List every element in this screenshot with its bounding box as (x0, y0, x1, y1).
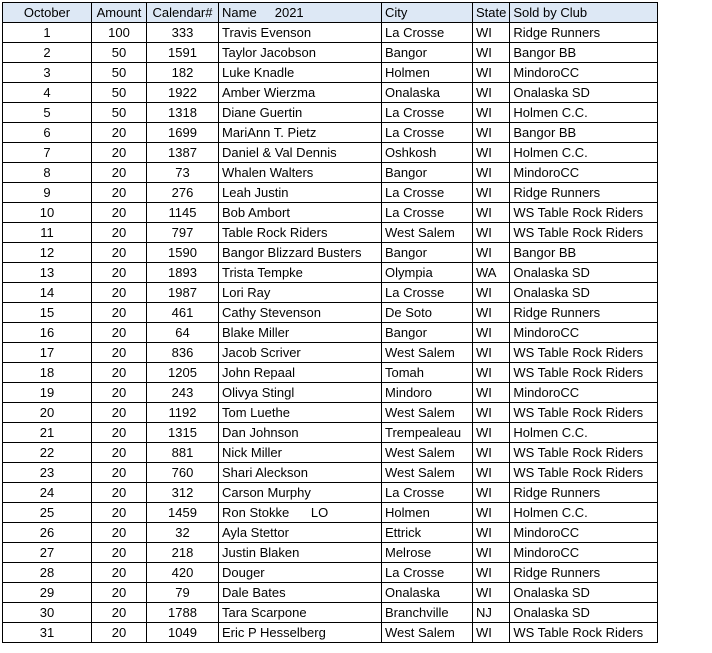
cell-calendar: 1590 (147, 243, 219, 263)
cell-state: WI (473, 203, 510, 223)
cell-calendar: 79 (147, 583, 219, 603)
cell-day: 11 (3, 223, 92, 243)
cell-day: 20 (3, 403, 92, 423)
cell-state: WI (473, 103, 510, 123)
cell-day: 12 (3, 243, 92, 263)
cell-city: Tomah (382, 363, 473, 383)
cell-day: 31 (3, 623, 92, 643)
cell-amount: 20 (92, 203, 147, 223)
cell-club: WS Table Rock Riders (510, 403, 658, 423)
cell-state: WI (473, 463, 510, 483)
cell-city: De Soto (382, 303, 473, 323)
cell-city: Ettrick (382, 523, 473, 543)
cell-amount: 20 (92, 123, 147, 143)
cell-amount: 20 (92, 303, 147, 323)
cell-name: Table Rock Riders (219, 223, 382, 243)
table-row (3, 63, 658, 83)
cell-day: 7 (3, 143, 92, 163)
cell-calendar: 1192 (147, 403, 219, 423)
cell-calendar: 797 (147, 223, 219, 243)
cell-day: 30 (3, 603, 92, 623)
cell-name: Eric P Hesselberg (219, 623, 382, 643)
table-row (3, 223, 658, 243)
cell-club: WS Table Rock Riders (510, 363, 658, 383)
cell-city: La Crosse (382, 283, 473, 303)
cell-state: WI (473, 63, 510, 83)
cell-name: Tara Scarpone (219, 603, 382, 623)
table-row (3, 23, 658, 43)
cell-name: Blake Miller (219, 323, 382, 343)
cell-day: 1 (3, 23, 92, 43)
cell-state: WI (473, 243, 510, 263)
header-club: Sold by Club (510, 3, 658, 23)
cell-calendar: 1699 (147, 123, 219, 143)
cell-calendar: 32 (147, 523, 219, 543)
cell-club: Ridge Runners (510, 303, 658, 323)
cell-name: Olivya Stingl (219, 383, 382, 403)
cell-club: Bangor BB (510, 43, 658, 63)
cell-club: Holmen C.C. (510, 143, 658, 163)
cell-city: La Crosse (382, 123, 473, 143)
cell-city: Bangor (382, 43, 473, 63)
cell-state: WI (473, 623, 510, 643)
table-row (3, 423, 658, 443)
table-row (3, 583, 658, 603)
cell-amount: 20 (92, 383, 147, 403)
cell-city: La Crosse (382, 203, 473, 223)
cell-city: West Salem (382, 463, 473, 483)
cell-amount: 50 (92, 63, 147, 83)
cell-name: Leah Justin (219, 183, 382, 203)
cell-calendar: 1145 (147, 203, 219, 223)
cell-amount: 20 (92, 363, 147, 383)
table-row (3, 323, 658, 343)
table-row (3, 283, 658, 303)
table-row (3, 243, 658, 263)
cell-day: 23 (3, 463, 92, 483)
cell-day: 13 (3, 263, 92, 283)
cell-state: WI (473, 303, 510, 323)
cell-city: Olympia (382, 263, 473, 283)
cell-city: Melrose (382, 543, 473, 563)
cell-club: Onalaska SD (510, 603, 658, 623)
table-row (3, 83, 658, 103)
cell-amount: 20 (92, 583, 147, 603)
cell-calendar: 1318 (147, 103, 219, 123)
cell-state: NJ (473, 603, 510, 623)
cell-day: 9 (3, 183, 92, 203)
cell-club: WS Table Rock Riders (510, 623, 658, 643)
cell-amount: 20 (92, 603, 147, 623)
table-row (3, 623, 658, 643)
cell-day: 16 (3, 323, 92, 343)
cell-state: WI (473, 323, 510, 343)
cell-city: La Crosse (382, 103, 473, 123)
cell-name: Ron Stokke LO (219, 503, 382, 523)
cell-club: WS Table Rock Riders (510, 443, 658, 463)
cell-amount: 20 (92, 543, 147, 563)
cell-amount: 50 (92, 43, 147, 63)
header-october: October (3, 3, 92, 23)
cell-city: West Salem (382, 403, 473, 423)
cell-state: WI (473, 443, 510, 463)
header-calendar: Calendar# (147, 3, 219, 23)
cell-city: West Salem (382, 623, 473, 643)
cell-name: Daniel & Val Dennis (219, 143, 382, 163)
table-row (3, 503, 658, 523)
cell-name: Trista Tempke (219, 263, 382, 283)
cell-calendar: 1315 (147, 423, 219, 443)
header-amount: Amount (92, 3, 147, 23)
cell-day: 22 (3, 443, 92, 463)
cell-calendar: 420 (147, 563, 219, 583)
cell-calendar: 64 (147, 323, 219, 343)
cell-name: Douger (219, 563, 382, 583)
cell-calendar: 182 (147, 63, 219, 83)
table-row (3, 483, 658, 503)
cell-city: La Crosse (382, 23, 473, 43)
cell-calendar: 218 (147, 543, 219, 563)
cell-name: Luke Knadle (219, 63, 382, 83)
cell-calendar: 1893 (147, 263, 219, 283)
cell-club: MindoroCC (510, 63, 658, 83)
cell-club: Onalaska SD (510, 83, 658, 103)
cell-city: West Salem (382, 343, 473, 363)
cell-club: Bangor BB (510, 243, 658, 263)
cell-state: WA (473, 263, 510, 283)
table-row (3, 363, 658, 383)
cell-name: Taylor Jacobson (219, 43, 382, 63)
cell-name: Jacob Scriver (219, 343, 382, 363)
cell-state: WI (473, 403, 510, 423)
cell-amount: 20 (92, 563, 147, 583)
table-row (3, 343, 658, 363)
cell-state: WI (473, 523, 510, 543)
cell-club: MindoroCC (510, 543, 658, 563)
cell-amount: 20 (92, 523, 147, 543)
cell-club: Holmen C.C. (510, 503, 658, 523)
cell-day: 24 (3, 483, 92, 503)
cell-state: WI (473, 183, 510, 203)
table-row (3, 443, 658, 463)
header-name: Name 2021 (219, 3, 382, 23)
cell-state: WI (473, 143, 510, 163)
cell-day: 17 (3, 343, 92, 363)
cell-club: MindoroCC (510, 323, 658, 343)
cell-club: Ridge Runners (510, 183, 658, 203)
cell-city: Branchville (382, 603, 473, 623)
cell-day: 3 (3, 63, 92, 83)
cell-calendar: 276 (147, 183, 219, 203)
winners-table (2, 2, 658, 643)
table-row (3, 403, 658, 423)
cell-name: Shari Aleckson (219, 463, 382, 483)
cell-calendar: 1591 (147, 43, 219, 63)
cell-state: WI (473, 343, 510, 363)
cell-amount: 20 (92, 423, 147, 443)
cell-day: 15 (3, 303, 92, 323)
cell-amount: 20 (92, 503, 147, 523)
cell-club: WS Table Rock Riders (510, 343, 658, 363)
cell-name: Dan Johnson (219, 423, 382, 443)
cell-amount: 20 (92, 403, 147, 423)
cell-name: Travis Evenson (219, 23, 382, 43)
cell-city: Holmen (382, 63, 473, 83)
cell-calendar: 1788 (147, 603, 219, 623)
cell-amount: 20 (92, 183, 147, 203)
table-row (3, 203, 658, 223)
cell-amount: 20 (92, 143, 147, 163)
cell-state: WI (473, 363, 510, 383)
cell-day: 27 (3, 543, 92, 563)
cell-club: Ridge Runners (510, 23, 658, 43)
cell-state: WI (473, 283, 510, 303)
cell-day: 18 (3, 363, 92, 383)
cell-state: WI (473, 503, 510, 523)
cell-club: Onalaska SD (510, 583, 658, 603)
table-row (3, 603, 658, 623)
cell-calendar: 1459 (147, 503, 219, 523)
cell-state: WI (473, 483, 510, 503)
table-row (3, 523, 658, 543)
table-row (3, 163, 658, 183)
cell-calendar: 243 (147, 383, 219, 403)
cell-name: Nick Miller (219, 443, 382, 463)
cell-day: 2 (3, 43, 92, 63)
table-row (3, 263, 658, 283)
cell-day: 25 (3, 503, 92, 523)
cell-club: WS Table Rock Riders (510, 463, 658, 483)
cell-name: Dale Bates (219, 583, 382, 603)
table-row (3, 123, 658, 143)
cell-state: WI (473, 583, 510, 603)
cell-name: Justin Blaken (219, 543, 382, 563)
cell-club: Holmen C.C. (510, 103, 658, 123)
cell-name: Bangor Blizzard Busters (219, 243, 382, 263)
cell-amount: 50 (92, 103, 147, 123)
cell-city: Trempealeau (382, 423, 473, 443)
cell-calendar: 333 (147, 23, 219, 43)
table-row (3, 543, 658, 563)
cell-day: 29 (3, 583, 92, 603)
table-row (3, 383, 658, 403)
cell-name: Bob Ambort (219, 203, 382, 223)
cell-day: 26 (3, 523, 92, 543)
cell-amount: 20 (92, 163, 147, 183)
cell-amount: 20 (92, 483, 147, 503)
cell-calendar: 73 (147, 163, 219, 183)
cell-calendar: 881 (147, 443, 219, 463)
cell-calendar: 1922 (147, 83, 219, 103)
cell-calendar: 1205 (147, 363, 219, 383)
table-row (3, 103, 658, 123)
cell-name: John Repaal (219, 363, 382, 383)
cell-name: Lori Ray (219, 283, 382, 303)
cell-club: Ridge Runners (510, 563, 658, 583)
cell-state: WI (473, 543, 510, 563)
cell-amount: 20 (92, 463, 147, 483)
cell-state: WI (473, 83, 510, 103)
cell-amount: 20 (92, 283, 147, 303)
cell-state: WI (473, 163, 510, 183)
cell-club: WS Table Rock Riders (510, 203, 658, 223)
cell-city: Onalaska (382, 83, 473, 103)
cell-club: Holmen C.C. (510, 423, 658, 443)
cell-amount: 20 (92, 443, 147, 463)
cell-calendar: 461 (147, 303, 219, 323)
cell-state: WI (473, 43, 510, 63)
cell-city: Onalaska (382, 583, 473, 603)
cell-amount: 50 (92, 83, 147, 103)
cell-calendar: 760 (147, 463, 219, 483)
cell-city: Bangor (382, 243, 473, 263)
table-row (3, 143, 658, 163)
cell-calendar: 1387 (147, 143, 219, 163)
cell-city: La Crosse (382, 183, 473, 203)
cell-state: WI (473, 423, 510, 443)
cell-day: 28 (3, 563, 92, 583)
cell-amount: 20 (92, 223, 147, 243)
table-row (3, 303, 658, 323)
cell-name: Carson Murphy (219, 483, 382, 503)
cell-day: 5 (3, 103, 92, 123)
cell-club: Ridge Runners (510, 483, 658, 503)
cell-city: Bangor (382, 323, 473, 343)
header-row (3, 3, 658, 23)
header-city: City (382, 3, 473, 23)
cell-club: Bangor BB (510, 123, 658, 143)
cell-club: WS Table Rock Riders (510, 223, 658, 243)
cell-day: 19 (3, 383, 92, 403)
cell-state: WI (473, 563, 510, 583)
cell-club: Onalaska SD (510, 263, 658, 283)
cell-day: 21 (3, 423, 92, 443)
cell-name: Diane Guertin (219, 103, 382, 123)
cell-club: MindoroCC (510, 523, 658, 543)
cell-calendar: 312 (147, 483, 219, 503)
cell-name: Tom Luethe (219, 403, 382, 423)
cell-name: MariAnn T. Pietz (219, 123, 382, 143)
header-state: State (473, 3, 510, 23)
cell-city: Oshkosh (382, 143, 473, 163)
table-row (3, 183, 658, 203)
cell-name: Ayla Stettor (219, 523, 382, 543)
cell-city: La Crosse (382, 483, 473, 503)
cell-calendar: 1049 (147, 623, 219, 643)
cell-city: Bangor (382, 163, 473, 183)
cell-city: Holmen (382, 503, 473, 523)
cell-state: WI (473, 223, 510, 243)
table-row (3, 463, 658, 483)
cell-day: 10 (3, 203, 92, 223)
cell-state: WI (473, 383, 510, 403)
cell-city: West Salem (382, 223, 473, 243)
cell-amount: 20 (92, 343, 147, 363)
cell-amount: 100 (92, 23, 147, 43)
cell-state: WI (473, 123, 510, 143)
cell-amount: 20 (92, 623, 147, 643)
cell-club: Onalaska SD (510, 283, 658, 303)
cell-amount: 20 (92, 323, 147, 343)
cell-city: Mindoro (382, 383, 473, 403)
cell-calendar: 1987 (147, 283, 219, 303)
table-row (3, 43, 658, 63)
cell-calendar: 836 (147, 343, 219, 363)
cell-day: 6 (3, 123, 92, 143)
cell-amount: 20 (92, 243, 147, 263)
table-row (3, 563, 658, 583)
cell-state: WI (473, 23, 510, 43)
cell-amount: 20 (92, 263, 147, 283)
cell-day: 8 (3, 163, 92, 183)
cell-club: MindoroCC (510, 163, 658, 183)
cell-name: Cathy Stevenson (219, 303, 382, 323)
cell-city: West Salem (382, 443, 473, 463)
cell-name: Amber Wierzma (219, 83, 382, 103)
cell-day: 4 (3, 83, 92, 103)
cell-day: 14 (3, 283, 92, 303)
cell-city: La Crosse (382, 563, 473, 583)
cell-club: MindoroCC (510, 383, 658, 403)
cell-name: Whalen Walters (219, 163, 382, 183)
